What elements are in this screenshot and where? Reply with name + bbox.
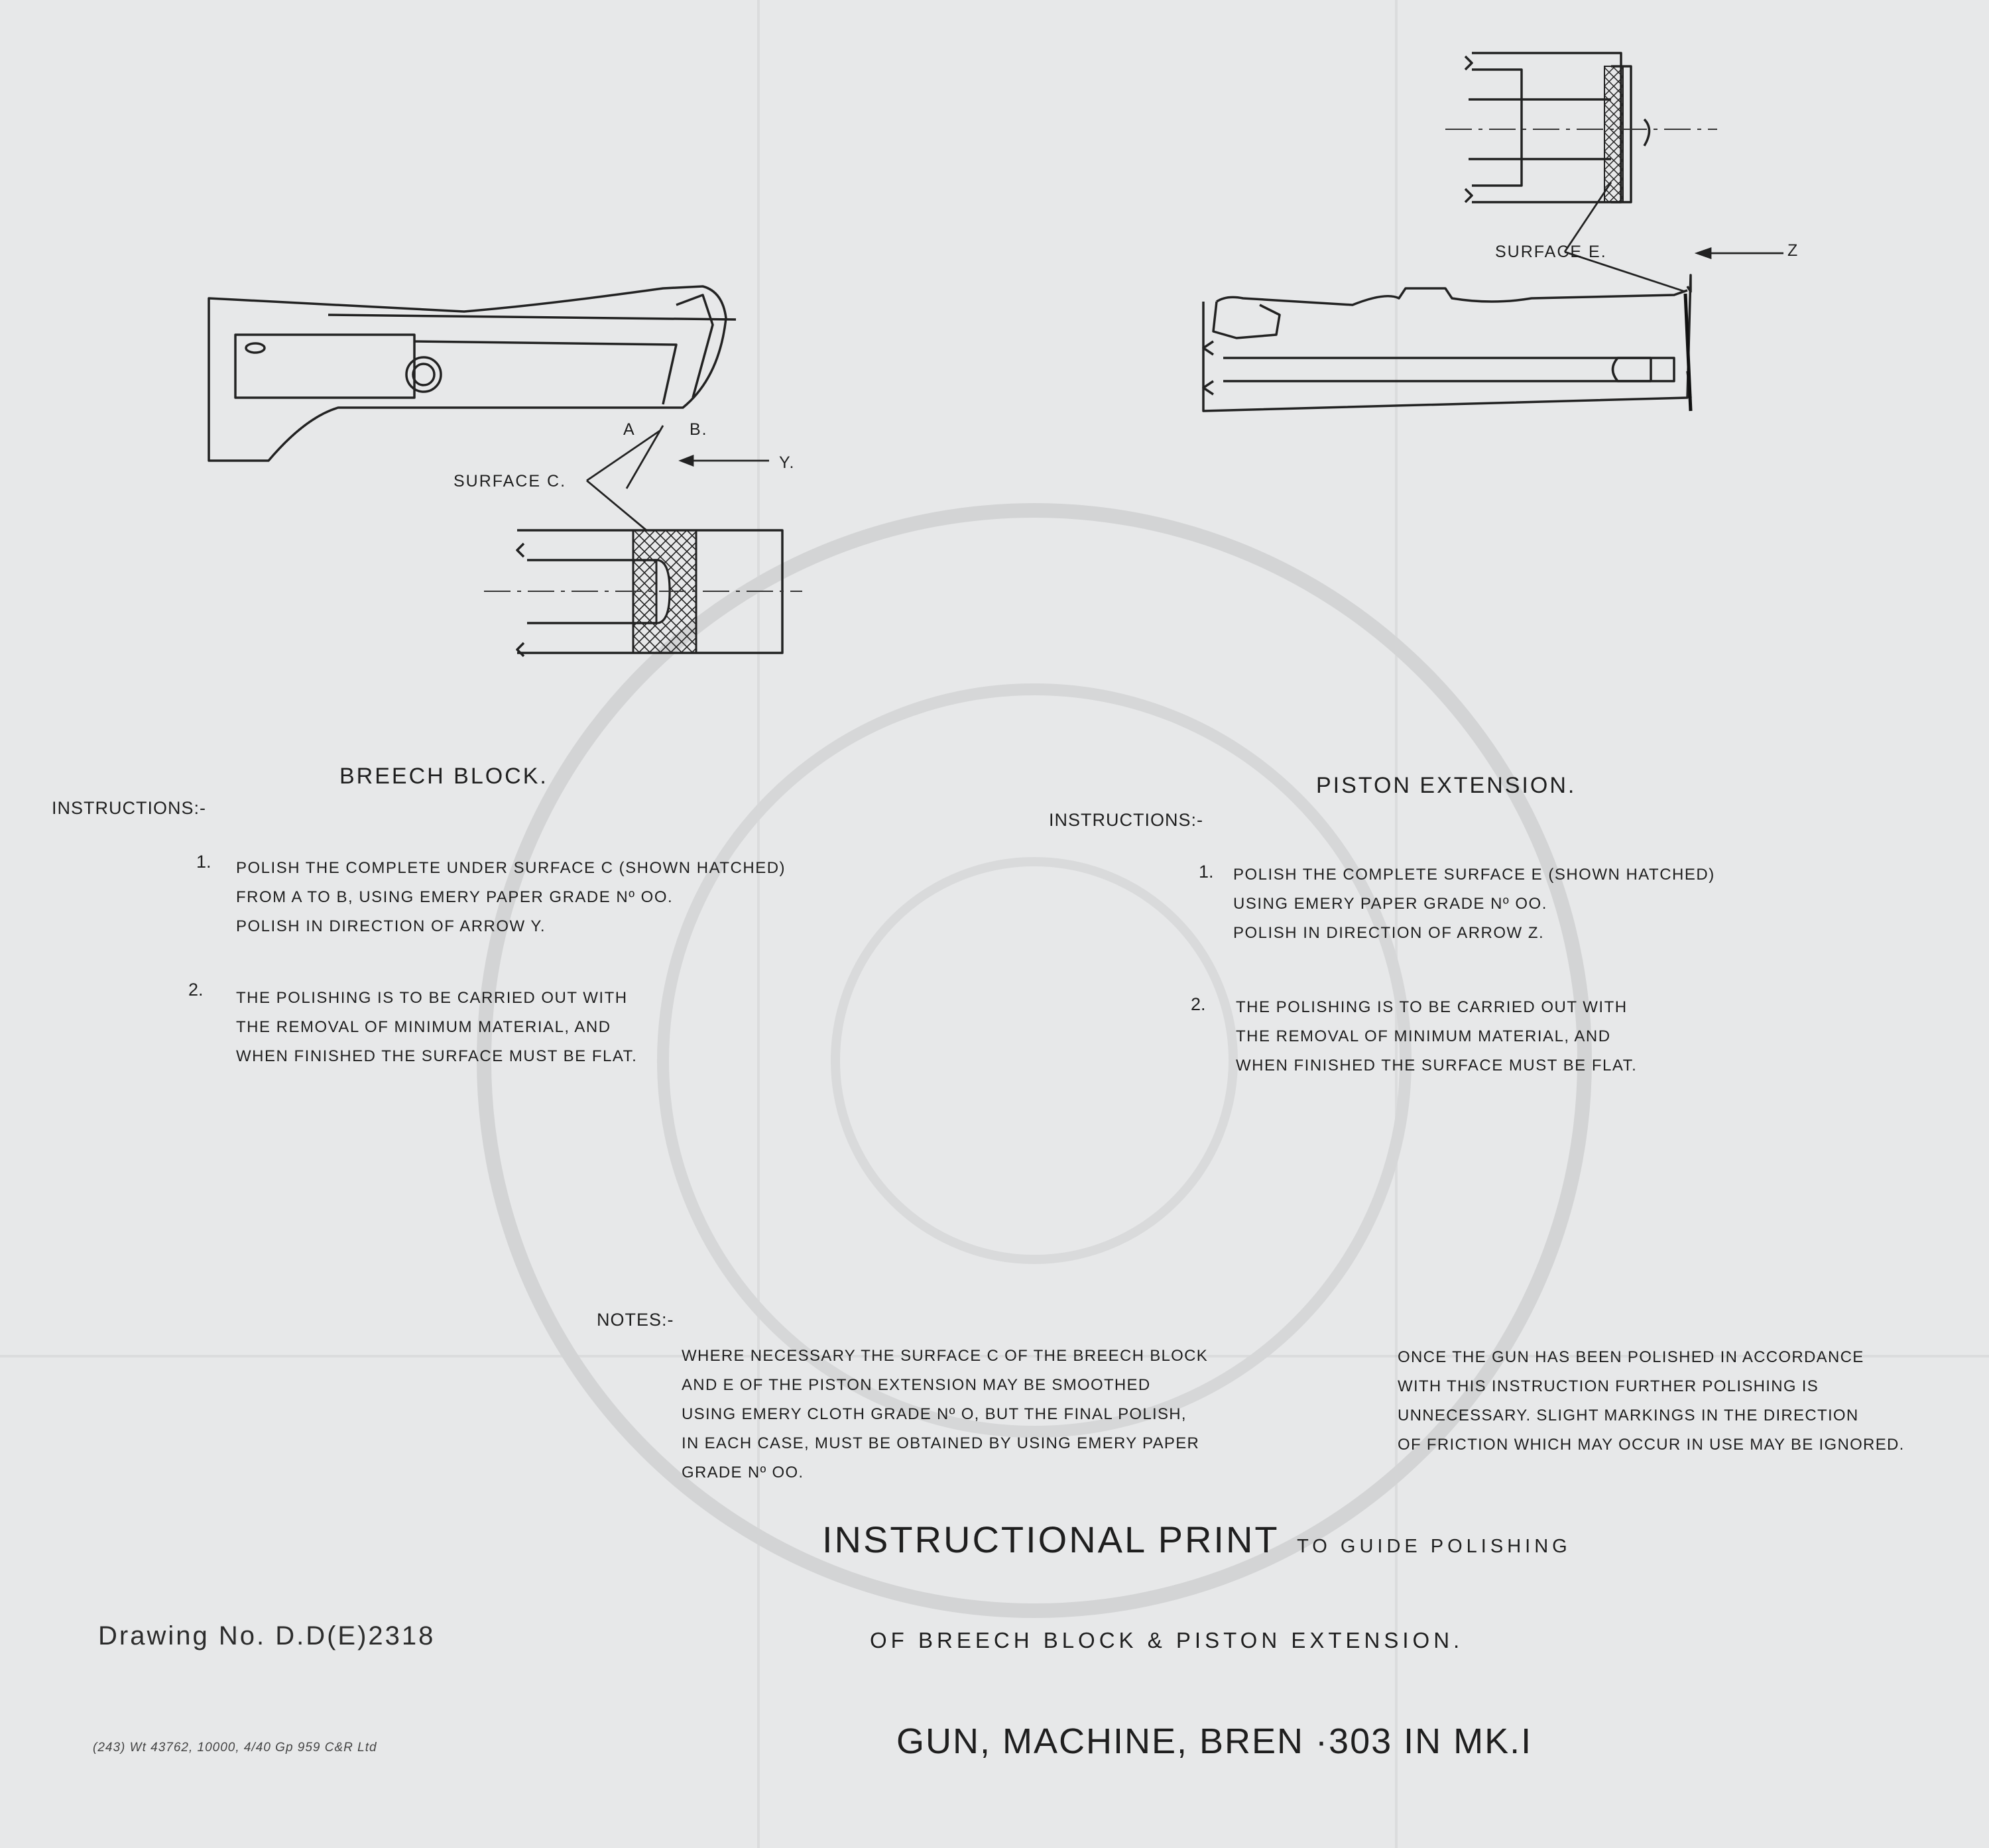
arrow-z-label: Z [1787,241,1799,260]
breech-instructions-label: INSTRUCTIONS:- [52,798,206,818]
piston-item-2-text: THE POLISHING IS TO BE CARRIED OUT WITH THE REMOVAL OF MINIMUM MATERIAL, AND WHEN FINISHED THE SURFACE MUST BE FLAT. [1236,998,1638,1074]
surface-c-label: SURFACE C. [453,472,567,491]
breech-item-1-text: POLISH THE COMPLETE UNDER SURFACE C (SHOWN HATCHED) FROM A TO B, USING EMERY PAPER GRADE Nº OO. POLISH IN DIRECTION OF ARROW Y. [236,859,786,935]
breech-item-1-number: 1. [196,852,211,872]
arrow-y-label: Y. [779,453,796,472]
drawing-number: Drawing No. D.D(E)2318 [98,1621,436,1650]
notes-left-text: WHERE NECESSARY THE SURFACE C OF THE BREECH BLOCK AND E OF THE PISTON EXTENSION MAY BE SMOOTHED USING EMERY CLOTH GRADE Nº O, BUT THE FINAL POLISH, IN EACH CASE, MUST BE OBTAINED BY USING EMERY PAPER GRADE Nº OO. [682,1347,1209,1481]
printer-mark: (243) Wt 43762, 10000, 4/40 Gp 959 C&R Ltd [93,1741,377,1755]
surface-e-label: SURFACE E. [1495,243,1607,261]
title-line-2: OF BREECH BLOCK & PISTON EXTENSION. [870,1628,1464,1652]
piston-instructions-label: INSTRUCTIONS:- [1049,810,1203,830]
breech-item-2-text: THE POLISHING IS TO BE CARRIED OUT WITH THE REMOVAL OF MINIMUM MATERIAL, AND WHEN FINISHED THE SURFACE MUST BE FLAT. [236,989,638,1065]
point-a-label: A [623,420,636,439]
notes-label: NOTES:- [597,1310,674,1330]
breech-block-drawing [199,265,829,676]
breech-item-2-number: 2. [188,980,204,1000]
breech-block-heading: BREECH BLOCK. [339,764,548,789]
title-line-1 [822,1518,1571,1561]
title-main-suffix: TO GUIDE POLISHING [1297,1536,1571,1557]
piston-item-1-number: 1. [1199,862,1214,882]
gun-designation: GUN, MACHINE, BREN ·303 IN MK.I [896,1721,1533,1761]
piston-extension-heading: PISTON EXTENSION. [1316,773,1577,798]
point-b-label: B. [690,420,708,439]
piston-item-1-text: POLISH THE COMPLETE SURFACE E (SHOWN HATCHED) USING EMERY PAPER GRADE Nº OO. POLISH IN DIRECTION OF ARROW Z. [1233,866,1715,942]
piston-extension-drawing [1187,40,1750,437]
title-main: INSTRUCTIONAL PRINT [822,1519,1280,1560]
piston-item-2-number: 2. [1191,994,1206,1014]
notes-right-text: ONCE THE GUN HAS BEEN POLISHED IN ACCORDANCE WITH THIS INSTRUCTION FURTHER POLISHING IS UNNECESSARY. SLIGHT MARKINGS IN THE DIRECTION OF FRICTION WHICH MAY OCCUR IN USE MAY BE IGNORED. [1398,1348,1905,1454]
